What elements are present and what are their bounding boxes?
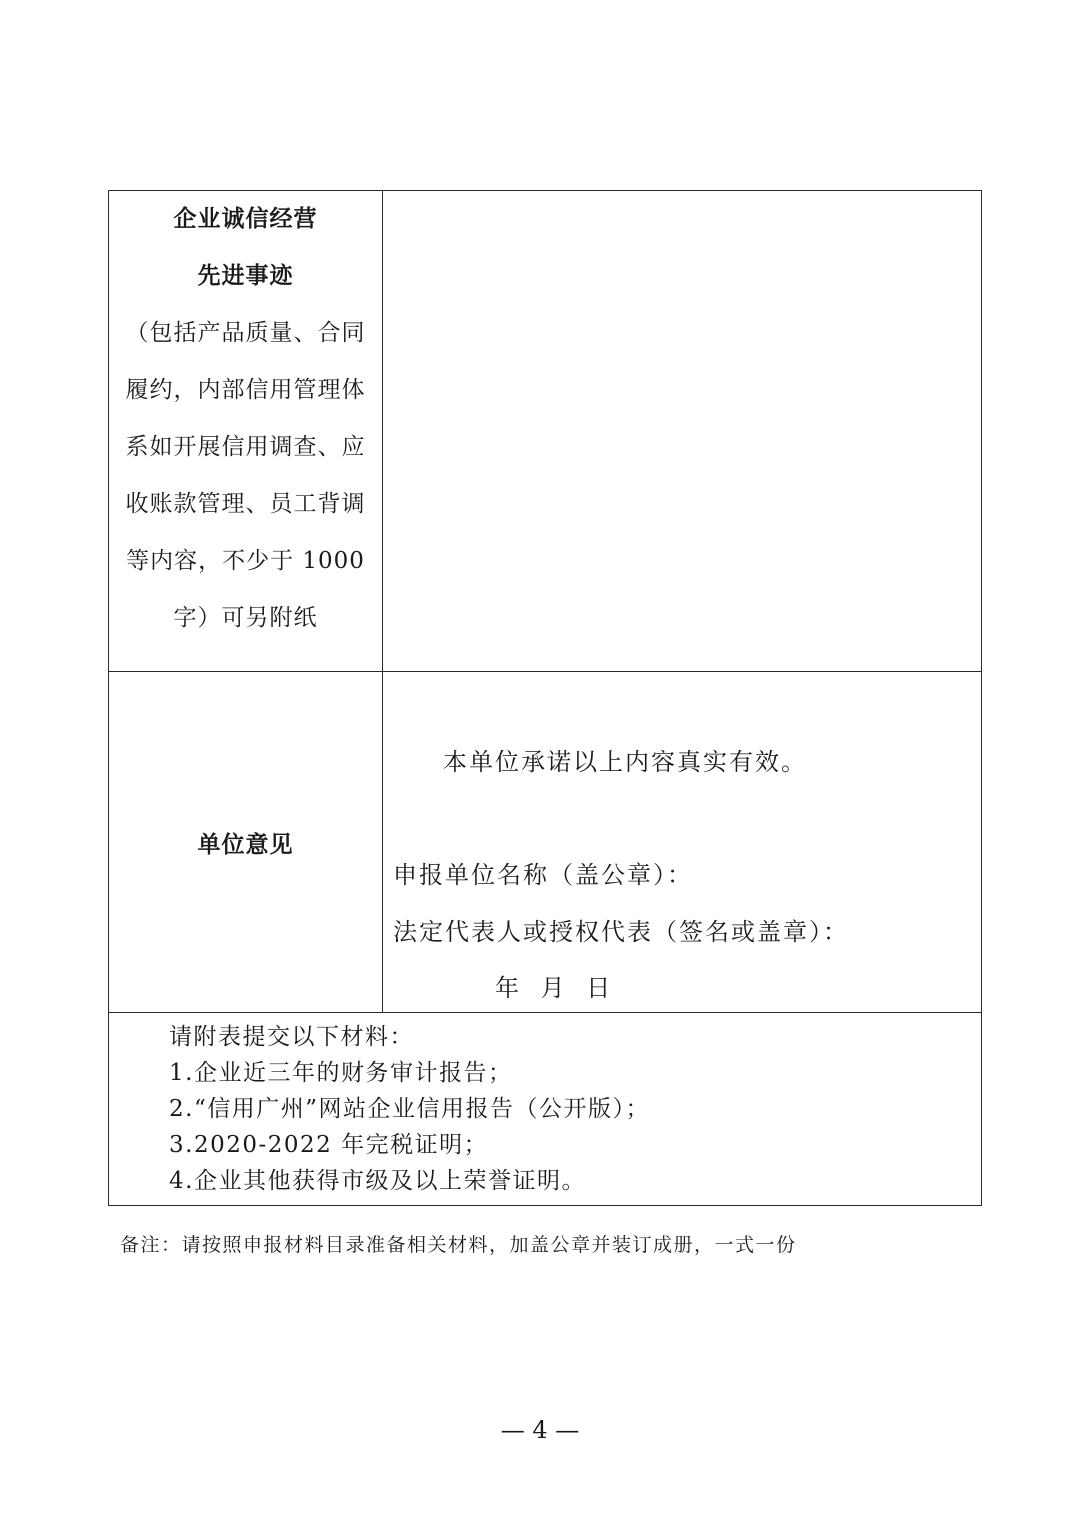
materials-cell (109, 1013, 982, 1206)
remark-note: 备注：请按照申报材料目录准备相关材料，加盖公章并装订成册，一式一份 (120, 1234, 797, 1256)
materials-item: 3.2020-2022 年完税证明； (169, 1132, 489, 1158)
deeds-desc-line: 系如开展信用调查、应 (125, 434, 366, 460)
deeds-title-line1: 企业诚信经营 (173, 206, 318, 232)
deeds-content-field[interactable] (383, 191, 982, 672)
deeds-desc-line: 等内容，不少于 1000 (126, 548, 365, 574)
deeds-desc-line: 收账款管理、员工背调 (125, 491, 366, 517)
application-form-table (108, 190, 982, 1206)
deeds-label-cell (109, 191, 383, 672)
legal-rep-signature-field[interactable]: 法定代表人或授权代表（签名或盖章）： (393, 918, 849, 946)
deeds-row (109, 191, 982, 672)
date-field[interactable] (495, 968, 624, 1003)
promise-statement: 本单位承诺以上内容真实有效。 (443, 748, 807, 776)
deeds-desc-line: 字）可另附纸 (173, 605, 318, 631)
applicant-name-field[interactable]: 申报单位名称（盖公章）： (393, 861, 693, 889)
materials-item: 2.“信用广州”网站企业信用报告（公开版）； (169, 1096, 650, 1122)
opinion-content-cell (383, 672, 982, 1013)
opinion-label: 单位意见 (109, 672, 383, 1013)
deeds-desc-line: 履约，内部信用管理体 (125, 377, 366, 403)
deeds-desc-line: （包括产品质量、合同 (125, 320, 366, 346)
deeds-title-line2: 先进事迹 (197, 263, 294, 289)
materials-item: 4.企业其他获得市级及以上荣誉证明。 (169, 1168, 586, 1194)
materials-row (109, 1013, 982, 1206)
opinion-row (109, 672, 982, 1013)
date-day-label: 日 (586, 974, 611, 1002)
page-number: — 4 — (500, 1416, 580, 1444)
materials-item: 1.企业近三年的财务审计报告； (169, 1060, 513, 1086)
date-year-label: 年 (495, 974, 519, 1002)
materials-heading: 请附表提交以下材料： (169, 1024, 414, 1050)
date-month-label: 月 (540, 974, 565, 1002)
